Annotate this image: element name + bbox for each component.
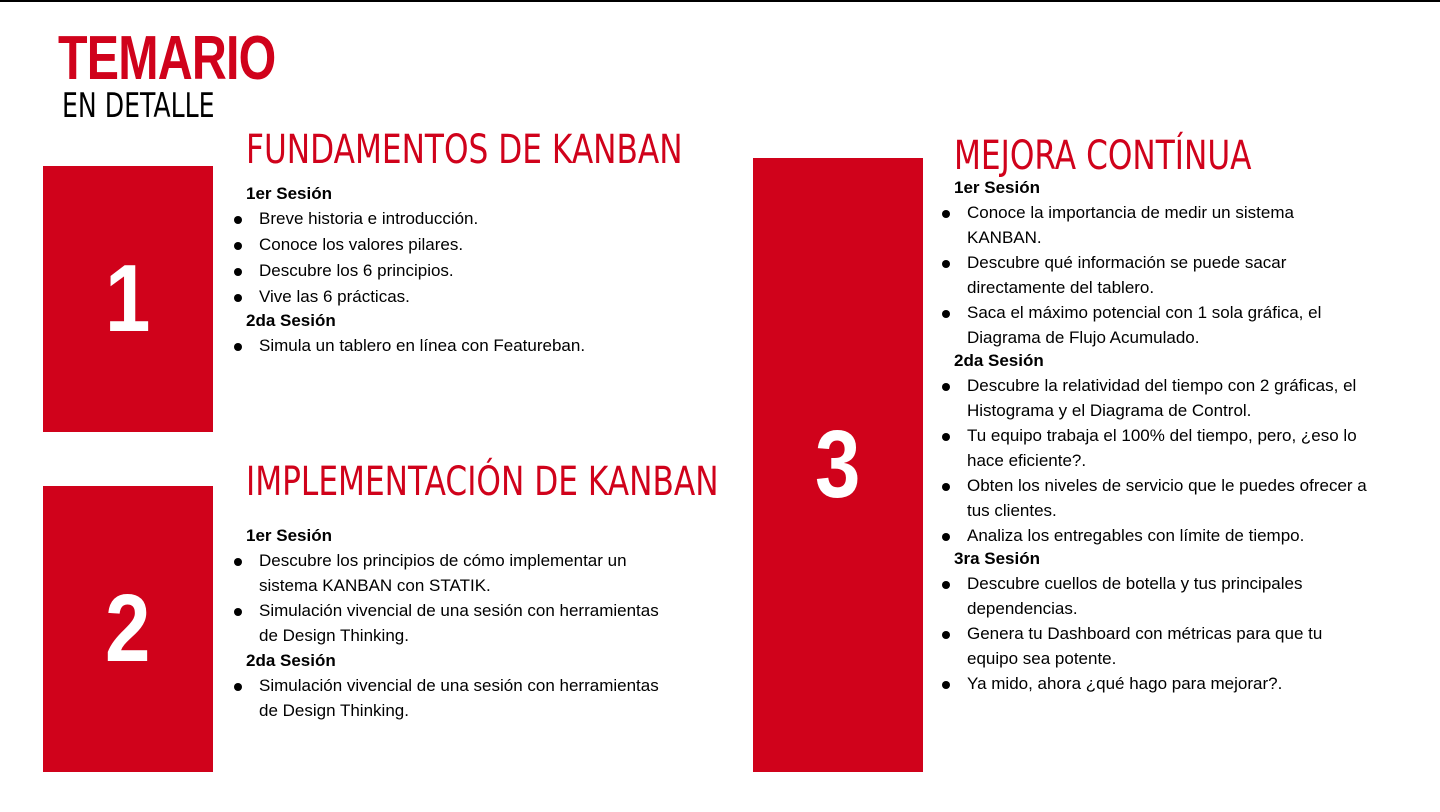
module-3-heading: MEJORA CONTÍNUA (954, 133, 1252, 179)
module-2-number: 2 (105, 575, 151, 682)
module-2-session-1-label: 1er Sesión (246, 526, 332, 545)
module-3-session-1-label: 1er Sesión (954, 178, 1040, 197)
list-item: Saca el máximo potencial con 1 sola gráfica, el Diagrama de Flujo Acumulado. (942, 300, 1412, 350)
module-3-number: 3 (815, 411, 861, 518)
module-1-heading: FUNDAMENTOS DE KANBAN (246, 127, 683, 173)
list-item: Conoce los valores pilares. (234, 232, 714, 258)
list-item: Ya mido, ahora ¿qué hago para mejorar?. (942, 671, 1412, 696)
module-2-number-block (43, 486, 213, 772)
module-2-section (234, 459, 719, 723)
list-item: Analiza los entregables con límite de tiempo. (942, 523, 1412, 548)
list-item: Obten los niveles de servicio que le puedes ofrecer a tus clientes. (942, 473, 1412, 523)
list-item: Descubre los 6 principios. (234, 258, 714, 284)
module-1-number-block (43, 166, 213, 432)
module-3-session-2-list (942, 373, 1412, 548)
top-border-line (0, 0, 1440, 2)
list-item: Simulación vivencial de una sesión con herramientas de Design Thinking. (234, 673, 714, 723)
module-3-section (942, 134, 1412, 696)
page-title: TEMARIO (58, 24, 276, 93)
list-item: Simula un tablero en línea con Featureban. (234, 333, 714, 359)
list-item: Descubre cuellos de botella y tus principales dependencias. (942, 571, 1412, 621)
list-item: Tu equipo trabaja el 100% del tiempo, pero, ¿eso lo hace eficiente?. (942, 423, 1412, 473)
module-1-section (234, 128, 714, 359)
module-2-session-1-list (234, 548, 714, 648)
module-2-session-2-label: 2da Sesión (246, 651, 336, 670)
module-1-session-1-list (234, 206, 714, 310)
list-item: Simulación vivencial de una sesión con herramientas de Design Thinking. (234, 598, 714, 648)
module-3-session-3-label: 3ra Sesión (954, 549, 1040, 568)
module-3-number-block (753, 158, 923, 772)
module-2-session-2-list (234, 673, 714, 723)
module-1-number: 1 (105, 245, 151, 352)
list-item: Vive las 6 prácticas. (234, 284, 714, 310)
module-1-session-2-label: 2da Sesión (246, 311, 336, 330)
module-1-session-1-label: 1er Sesión (246, 184, 332, 203)
page-subtitle: EN DETALLE (62, 86, 215, 126)
list-item: Genera tu Dashboard con métricas para que tu equipo sea potente. (942, 621, 1412, 671)
module-3-session-1-list (942, 200, 1412, 350)
module-3-session-2-label: 2da Sesión (954, 351, 1044, 370)
list-item: Descubre la relatividad del tiempo con 2 gráficas, el Histograma y el Diagrama de Control. (942, 373, 1412, 423)
list-item: Descubre qué información se puede sacar directamente del tablero. (942, 250, 1412, 300)
module-1-session-2-list (234, 333, 714, 359)
module-3-session-3-list (942, 571, 1412, 696)
module-2-heading: IMPLEMENTACIÓN DE KANBAN (246, 459, 719, 505)
list-item: Descubre los principios de cómo implementar un sistema KANBAN con STATIK. (234, 548, 714, 598)
list-item: Conoce la importancia de medir un sistema KANBAN. (942, 200, 1412, 250)
list-item: Breve historia e introducción. (234, 206, 714, 232)
